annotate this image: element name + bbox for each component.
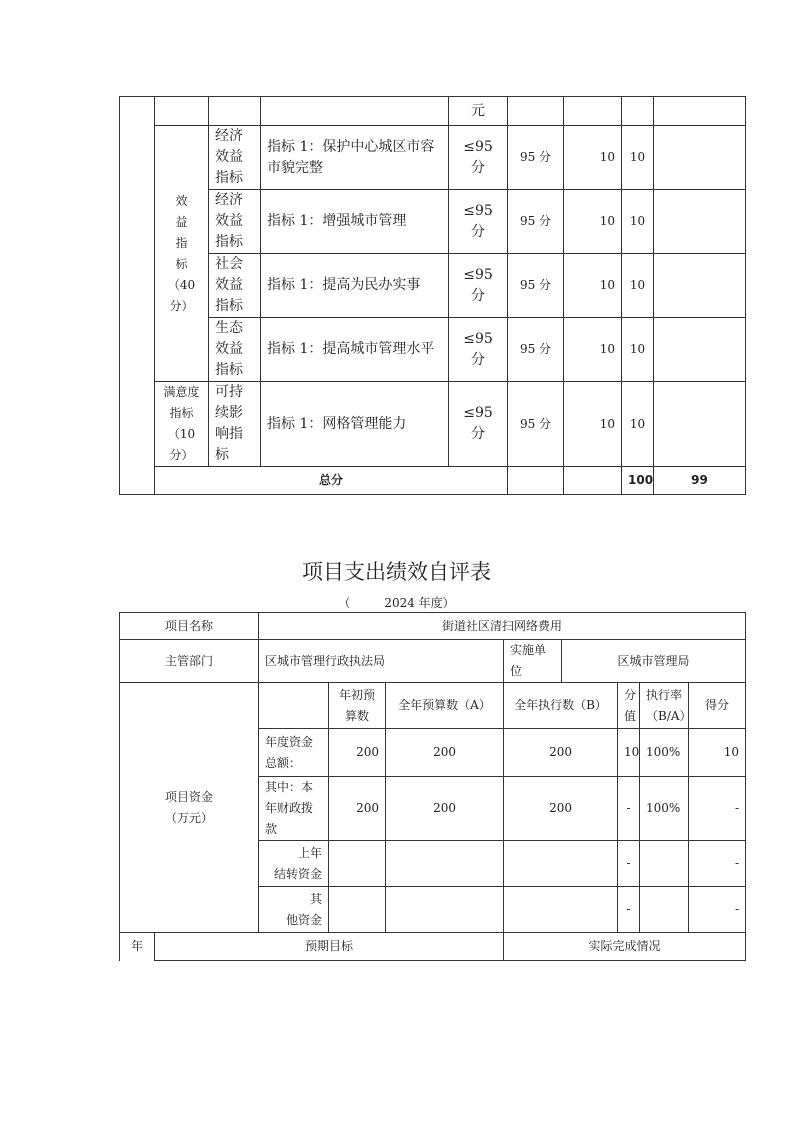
dept-label: 主管部门 [120,640,259,683]
table-row [120,190,746,254]
fund-initial: 200 [329,777,386,841]
fund-row-label: 其中：本 年财政拨 款 [259,777,329,841]
table-cell [654,97,746,126]
header-initial-budget: 年初预 算数 [329,683,386,729]
dept-value: 区城市管理行政执法局 [259,640,504,683]
indicator-target: ≤95 分 [449,126,508,190]
table-cell [261,97,449,126]
table-cell [622,97,654,126]
indicator-weight: 10 [564,382,622,467]
fund-rate: 100% [640,777,689,841]
table-row [120,613,746,640]
year-label: （ 2024 年度） [338,596,455,610]
indicator-name: 指标 1：增强城市管理 [261,190,449,254]
indicator-actual: 95 分 [508,318,564,382]
fund-score: 10 [689,729,746,777]
fund-initial [329,887,386,933]
fund-row-label: 上年 结转资金 [259,841,329,887]
indicator-actual: 95 分 [508,190,564,254]
table-cell [654,254,746,318]
fund-exec [504,841,618,887]
indicator-target: ≤95 分 [449,254,508,318]
fund-initial: 200 [329,729,386,777]
fund-budget: 200 [386,777,504,841]
indicator-score: 10 [622,126,654,190]
table-cell [564,467,622,495]
table-cell [654,190,746,254]
goal-year-label: 年 [120,933,155,961]
fund-weight: - [618,887,640,933]
header-score: 得分 [689,683,746,729]
indicator-score: 10 [622,254,654,318]
table-row [120,254,746,318]
fund-weight: - [618,777,640,841]
indicator-target: ≤95 分 [449,318,508,382]
project-name-label: 项目名称 [120,613,259,640]
table-row [120,640,746,683]
indicator-score: 10 [622,190,654,254]
indicator-category: 社会 效益 指标 [209,254,261,318]
table-row [120,97,746,126]
fund-budget [386,841,504,887]
fund-score: - [689,841,746,887]
total-row [120,467,746,495]
indicator-weight: 10 [564,190,622,254]
indicator-name: 指标 1：提高城市管理水平 [261,318,449,382]
table-row [120,126,746,190]
fund-exec: 200 [504,729,618,777]
header-annual-budget: 全年预算数（A） [386,683,504,729]
indicator-target: ≤95 分 [449,382,508,467]
table-cell [259,683,329,729]
table-cell [120,97,155,495]
effect-indicator-group: 效 益 指 标 （40 分） [155,126,209,382]
indicator-score: 10 [622,318,654,382]
total-weight: 100 [622,467,654,495]
indicator-name: 指标 1：保护中心城区市容市貌完整 [261,126,449,190]
header-exec-rate: 执行率 （B/A） [640,683,689,729]
project-name: 街道社区清扫网络费用 [259,613,746,640]
impl-unit-value: 区城市管理局 [562,640,746,683]
satisfaction-indicator-group: 满意度 指标 （10 分） [155,382,209,467]
indicator-category: 经济 效益 指标 [209,190,261,254]
table-cell [564,97,622,126]
indicator-category: 生态 效益 指标 [209,318,261,382]
indicator-category: 可持 续影 响指 标 [209,382,261,467]
indicator-name: 指标 1：网格管理能力 [261,382,449,467]
indicator-target: ≤95 分 [449,190,508,254]
table-cell [654,382,746,467]
fund-rate: 100% [640,729,689,777]
fund-weight: - [618,841,640,887]
project-expenditure-table [119,612,746,961]
performance-indicator-table [119,96,746,495]
table-row [120,318,746,382]
table-cell [155,97,209,126]
goal-row [120,933,746,961]
indicator-category: 经济 效益 指标 [209,126,261,190]
fund-row-label: 其 他资金 [259,887,329,933]
header-annual-exec: 全年执行数（B） [504,683,618,729]
fund-rate [640,887,689,933]
page-title: 项目支出绩效自评表 [302,560,491,584]
fund-rate [640,841,689,887]
total-score: 99 [654,467,746,495]
actual-completion-header: 实际完成情况 [504,933,746,961]
table-row [120,382,746,467]
impl-unit-label: 实施单 位 [504,640,562,683]
indicator-score: 10 [622,382,654,467]
unit-cell: 元 [449,97,508,126]
fund-budget: 200 [386,729,504,777]
expected-goal-header: 预期目标 [155,933,504,961]
table-cell [654,126,746,190]
total-label: 总分 [155,467,508,495]
indicator-weight: 10 [564,318,622,382]
indicator-weight: 10 [564,126,622,190]
table-cell [209,97,261,126]
fund-exec: 200 [504,777,618,841]
indicator-actual: 95 分 [508,126,564,190]
indicator-actual: 95 分 [508,382,564,467]
funds-label: 项目资金 （万元） [120,683,259,933]
table-cell [508,467,564,495]
indicator-name: 指标 1：提高为民办实事 [261,254,449,318]
fund-score: - [689,887,746,933]
header-weight: 分 值 [618,683,640,729]
table-row [120,683,746,729]
fund-row-label: 年度资金 总额： [259,729,329,777]
fund-budget [386,887,504,933]
table-cell [508,97,564,126]
fund-exec [504,887,618,933]
indicator-weight: 10 [564,254,622,318]
fund-weight: 10 [618,729,640,777]
table-cell [654,318,746,382]
indicator-actual: 95 分 [508,254,564,318]
fund-score: - [689,777,746,841]
fund-initial [329,841,386,887]
